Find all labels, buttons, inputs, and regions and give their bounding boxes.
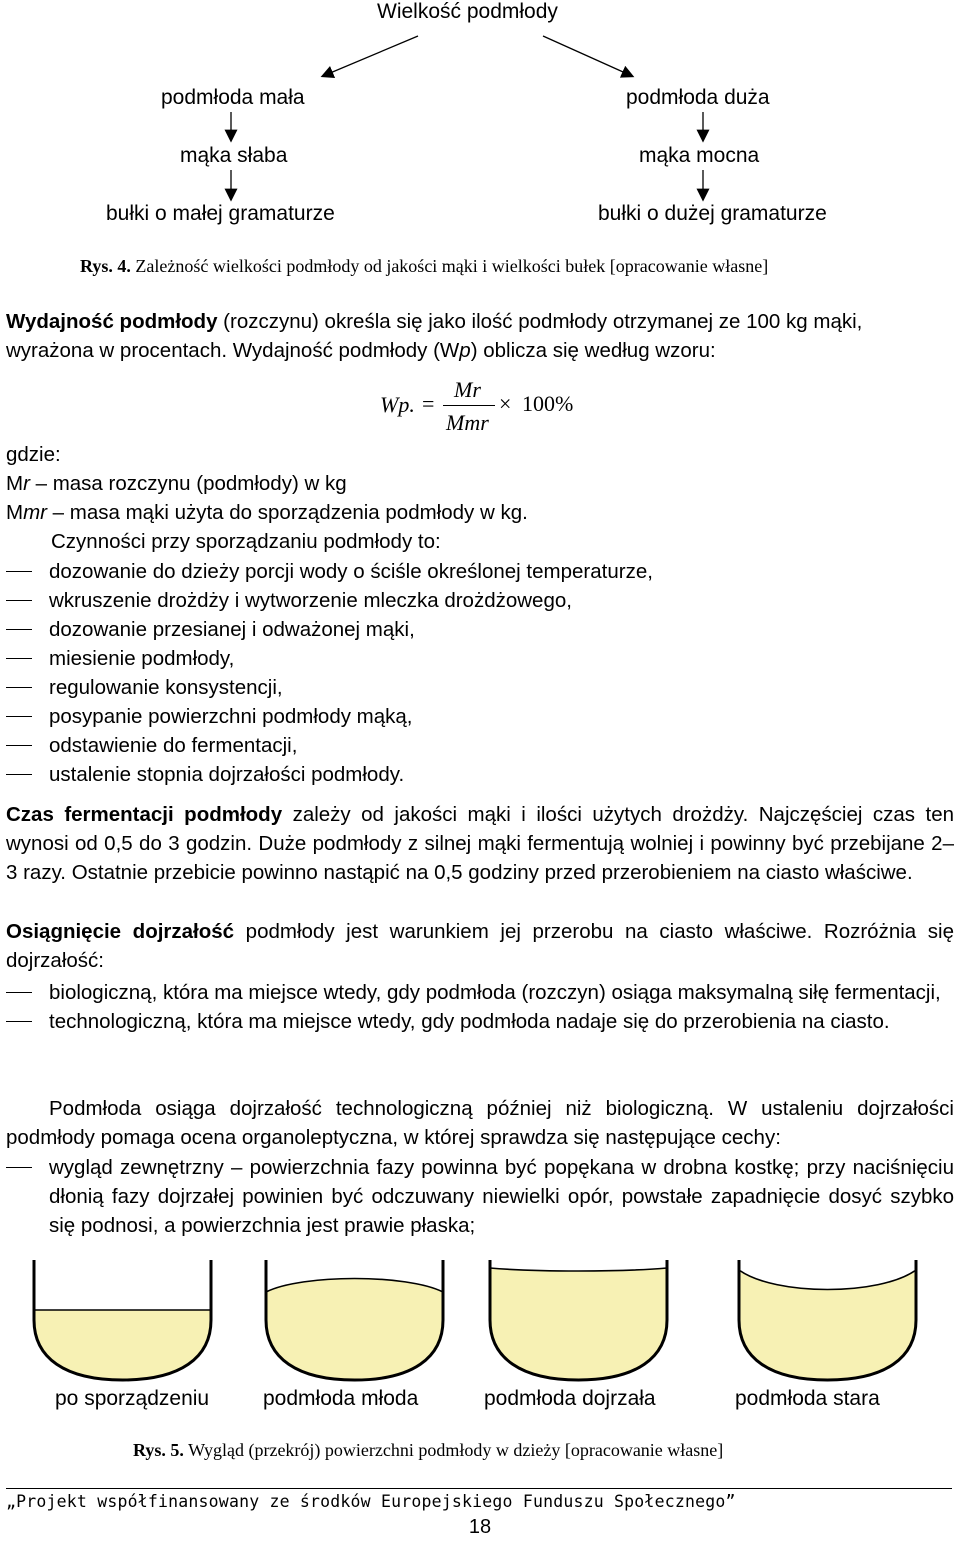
list-item: dozowanie do dzieży porcji wody o ściśle określonej temperaturze, (6, 557, 954, 586)
paragraph-fermentation-text: zależy od jakości mąki i ilości użytych drożdży. Najczęściej czas ten wynosi od 0,5 do 3 godzin. Duże podmłody z silnej mąki fermentują wolniej i powinny być przebijane 2–3 razy. Ostatnie przebicie powinno nastąpić na 0,5 godziny przed przerobieniem na ciasto właściwe. (6, 803, 954, 884)
bowl-after-mixing (30, 1258, 215, 1384)
legend-mmr-b: mr (23, 501, 47, 524)
list-item: miesienie podmłody, (6, 644, 954, 673)
list-item: dozowanie przesianej i odważonej mąki, (6, 615, 954, 644)
legend-mr-text: – masa rozczynu (podmłody) w kg (29, 472, 347, 495)
legend-mmr-text: – masa mąki użyta do sporządzenia podmłody w kg. (46, 501, 528, 524)
list-item: posypanie powierzchni podmłody mąką, (6, 702, 954, 731)
symbol-p: p (459, 339, 471, 362)
list-item: technologiczną, która ma miejsce wtedy, gdy podmłoda nadaje się do przerobienia na ciasto. (6, 1007, 954, 1036)
bowl-label-4: podmłoda stara (735, 1387, 880, 1410)
figure-caption-4 (80, 256, 768, 277)
formula-percent: 100% (522, 391, 574, 416)
legend-mr-b: r (23, 472, 30, 495)
bowl-label-3: podmłoda dojrzała (484, 1387, 656, 1410)
arrow-root-right (543, 36, 632, 76)
list-item: regulowanie konsystencji, (6, 673, 954, 702)
formula-equals: = (422, 391, 435, 416)
formula-times: × (499, 391, 512, 416)
paragraph-yield-text-2: ) oblicza się według wzoru: (470, 339, 716, 362)
bowl-label-2: podmłoda młoda (263, 1387, 419, 1410)
diagram-left-3: bułki o małej gramaturze (106, 202, 335, 225)
formula-legend (6, 440, 954, 527)
paragraph-yield-text: (rozczynu) określa się jako ilość podmłody otrzymanej ze 100 kg mąki, wyrażona w procentach. Wydajność podmłody (W (6, 310, 863, 362)
steps-intro: Czynności przy sporządzaniu podmłody to: (51, 530, 441, 553)
steps-list (6, 557, 954, 789)
footer-text: „Projekt współfinansowany ze środków Europejskiego Funduszu Społecznego” (6, 1492, 736, 1511)
caption-number: Rys. 4. (80, 256, 131, 276)
assessment-list (6, 1153, 954, 1240)
page-number: 18 (468, 1516, 492, 1538)
bowl-mature (486, 1258, 671, 1384)
list-item: wygląd zewnętrzny – powierzchnia fazy powinna być popękana w drobna kostkę; przy naciśnięciu dłonią fazy dojrzałej powinien być odczuwany niewielki opór, powstałe zapadnięcie dosyć szybko się podnosi, a powierzchnia jest prawie płaska; (6, 1153, 954, 1240)
legend-mr-a: M (6, 472, 24, 495)
caption-number: Rys. 5. (133, 1440, 184, 1460)
paragraph-maturity-text: podmłody jest warunkiem jej przerobu na ciasto właściwe. Rozróżnia się dojrzałość: (6, 920, 954, 972)
legend-mmr-a: M (6, 501, 24, 524)
arrow-root-left (323, 36, 418, 76)
term-fermentation: Czas fermentacji podmłody (6, 803, 283, 826)
paragraph-yield (6, 307, 954, 365)
diagram-root: Wielkość podmłody (377, 0, 558, 23)
bowl-old (735, 1258, 920, 1384)
caption-text: Wygląd (przekrój) powierzchni podmłody w dzieży [opracowanie własne] (188, 1440, 724, 1460)
diagram-right-3: bułki o dużej gramaturze (598, 202, 827, 225)
list-item: wkruszenie drożdży i wytworzenie mleczka drożdżowego, (6, 586, 954, 615)
maturity-list (6, 978, 954, 1036)
list-item: odstawienie do fermentacji, (6, 731, 954, 760)
formula-numerator: Mr (454, 377, 481, 402)
legend-mmr (6, 498, 954, 527)
diagram-left-1: podmłoda mała (161, 86, 305, 109)
diagram-left-2: mąka słaba (180, 144, 288, 167)
bowl-label-1: po sporządzeniu (55, 1387, 210, 1410)
caption-text: Zależność wielkości podmłody od jakości mąki i wielkości bułek [opracowanie własne] (135, 256, 769, 276)
formula-lhs: Wp. (380, 392, 415, 417)
fraction-bar (443, 405, 495, 406)
list-item: ustalenie stopnia dojrzałości podmłody. (6, 760, 954, 789)
paragraph-maturity (6, 917, 954, 975)
diagram-right-2: mąka mocna (639, 144, 760, 167)
term-yield: Wydajność podmłody (6, 310, 218, 333)
paragraph-fermentation (6, 800, 954, 887)
diagram-right-1: podmłoda duża (626, 86, 770, 109)
bowl-young (262, 1258, 447, 1384)
legend-mr (6, 469, 954, 498)
formula-denominator: Mmr (446, 410, 489, 435)
list-item: biologiczną, która ma miejsce wtedy, gdy podmłoda (rozczyn) osiąga maksymalną siłę fermentacji, (6, 978, 954, 1007)
paragraph-assessment: Podmłoda osiąga dojrzałość technologiczną później niż biologiczną. W ustaleniu dojrzałości podmłody pomaga ocena organoleptyczna, w której sprawdza się następujące cechy: (6, 1097, 954, 1149)
legend-label: gdzie: (6, 443, 61, 466)
figure-caption-5 (133, 1440, 723, 1461)
footer-divider (6, 1488, 952, 1489)
term-maturity: Osiągnięcie dojrzałość (6, 920, 235, 943)
